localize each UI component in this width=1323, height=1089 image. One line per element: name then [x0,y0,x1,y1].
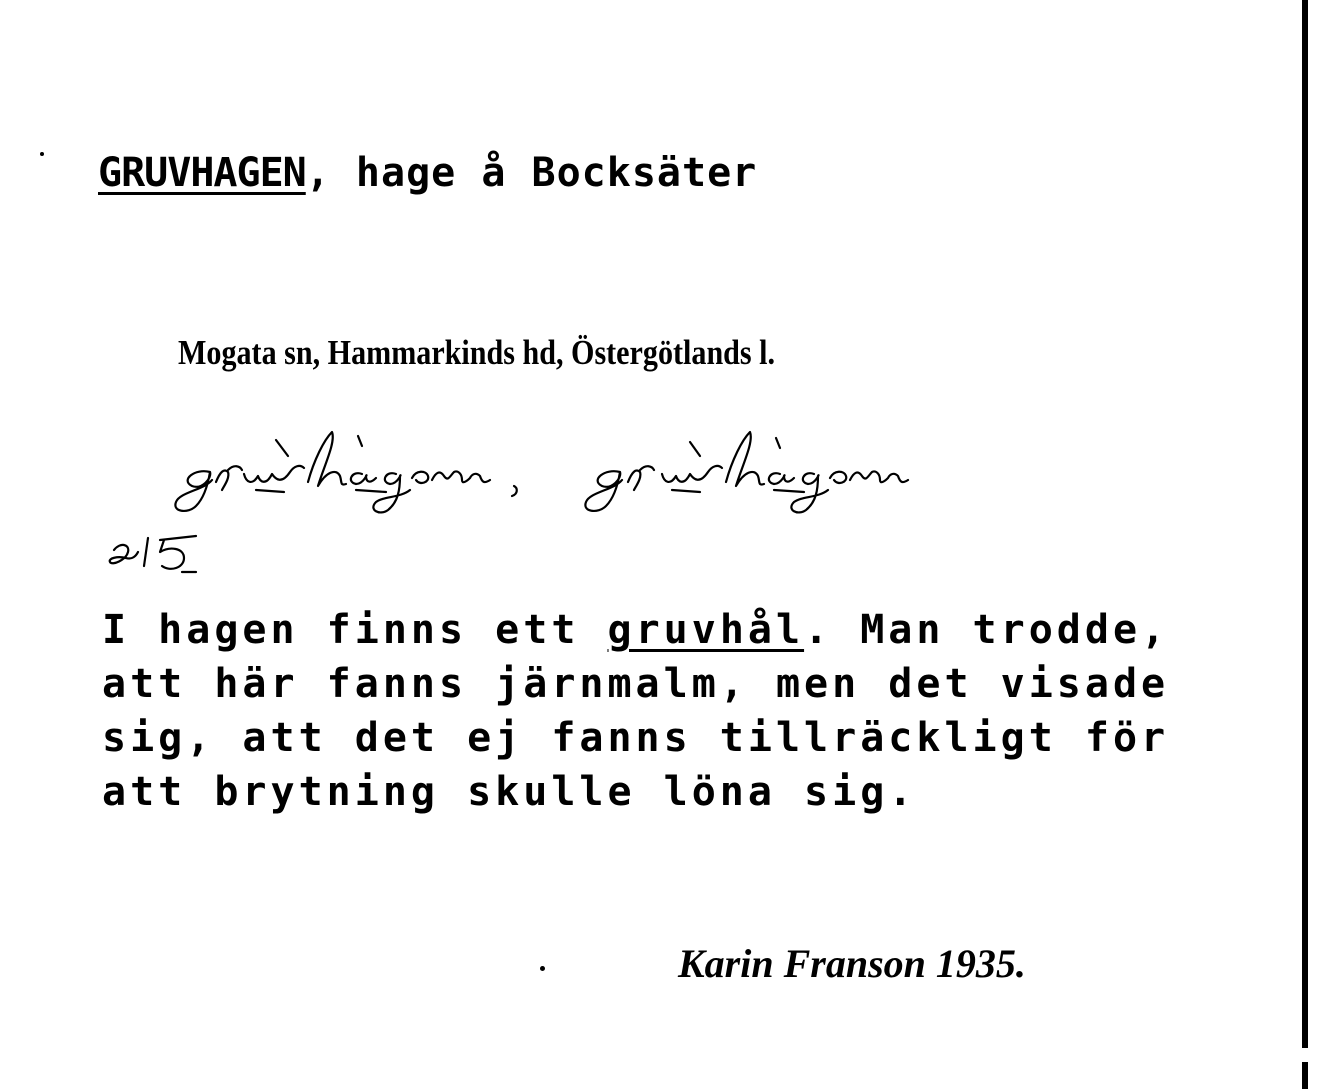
body-line [102,603,1252,657]
underlined-term: gruvhål [607,607,805,653]
handwriting-stroke [776,438,780,448]
handwriting-stroke [216,466,242,490]
handwriting-stroke [356,490,386,492]
handwriting-stroke [690,442,700,456]
handwriting-stroke [160,536,196,569]
body-text-segment: I hagen finns ett [102,607,608,653]
handwriting-stroke [373,473,410,512]
headword: GRUVHAGEN [98,150,306,196]
handwriting-stroke [351,473,376,484]
handwriting-stroke [774,490,804,492]
handwriting-stroke [830,471,908,482]
handwritten-pronunciation [100,420,1000,590]
handwriting-stroke [512,486,517,496]
handwriting-stroke [412,471,490,482]
handwriting-stroke [308,432,346,486]
handwriting-stroke [662,466,722,482]
handwriting-stroke [585,471,622,511]
handwriting-stroke [726,432,764,486]
speck-mark [540,966,545,971]
signature: Karin Franson 1935. [678,941,1026,986]
card-right-edge [1302,0,1308,1089]
card-right-edge-gap [1302,1048,1308,1062]
speck-mark [40,152,44,156]
handwriting-stroke [276,440,288,456]
body-line: att brytning skulle löna sig. [102,769,917,815]
handwriting-stroke [110,545,138,563]
handwriting-stroke [672,490,700,492]
body-line: sig, att det ej fanns tillräckligt för [102,715,1170,761]
handwriting-stroke [769,473,794,484]
location-line: Mogata sn, Hammarkinds hd, Östergötlands l. [178,333,776,372]
headword-description: , hage å Bocksäter [305,150,758,196]
body-line: att här fanns järnmalm, men det visade [102,661,1170,707]
handwriting-stroke [144,538,148,566]
handwriting-stroke [256,490,284,492]
handwriting-stroke [244,466,304,482]
handwriting-stroke [791,473,828,512]
handwriting-drawing [100,420,1000,590]
body-text-segment: . Man trodde, [804,607,1170,653]
handwriting-stroke [175,471,212,511]
headword-line [98,150,757,196]
card-body-text [102,603,1252,819]
handwriting-stroke [628,466,654,490]
handwriting-stroke [358,436,362,446]
